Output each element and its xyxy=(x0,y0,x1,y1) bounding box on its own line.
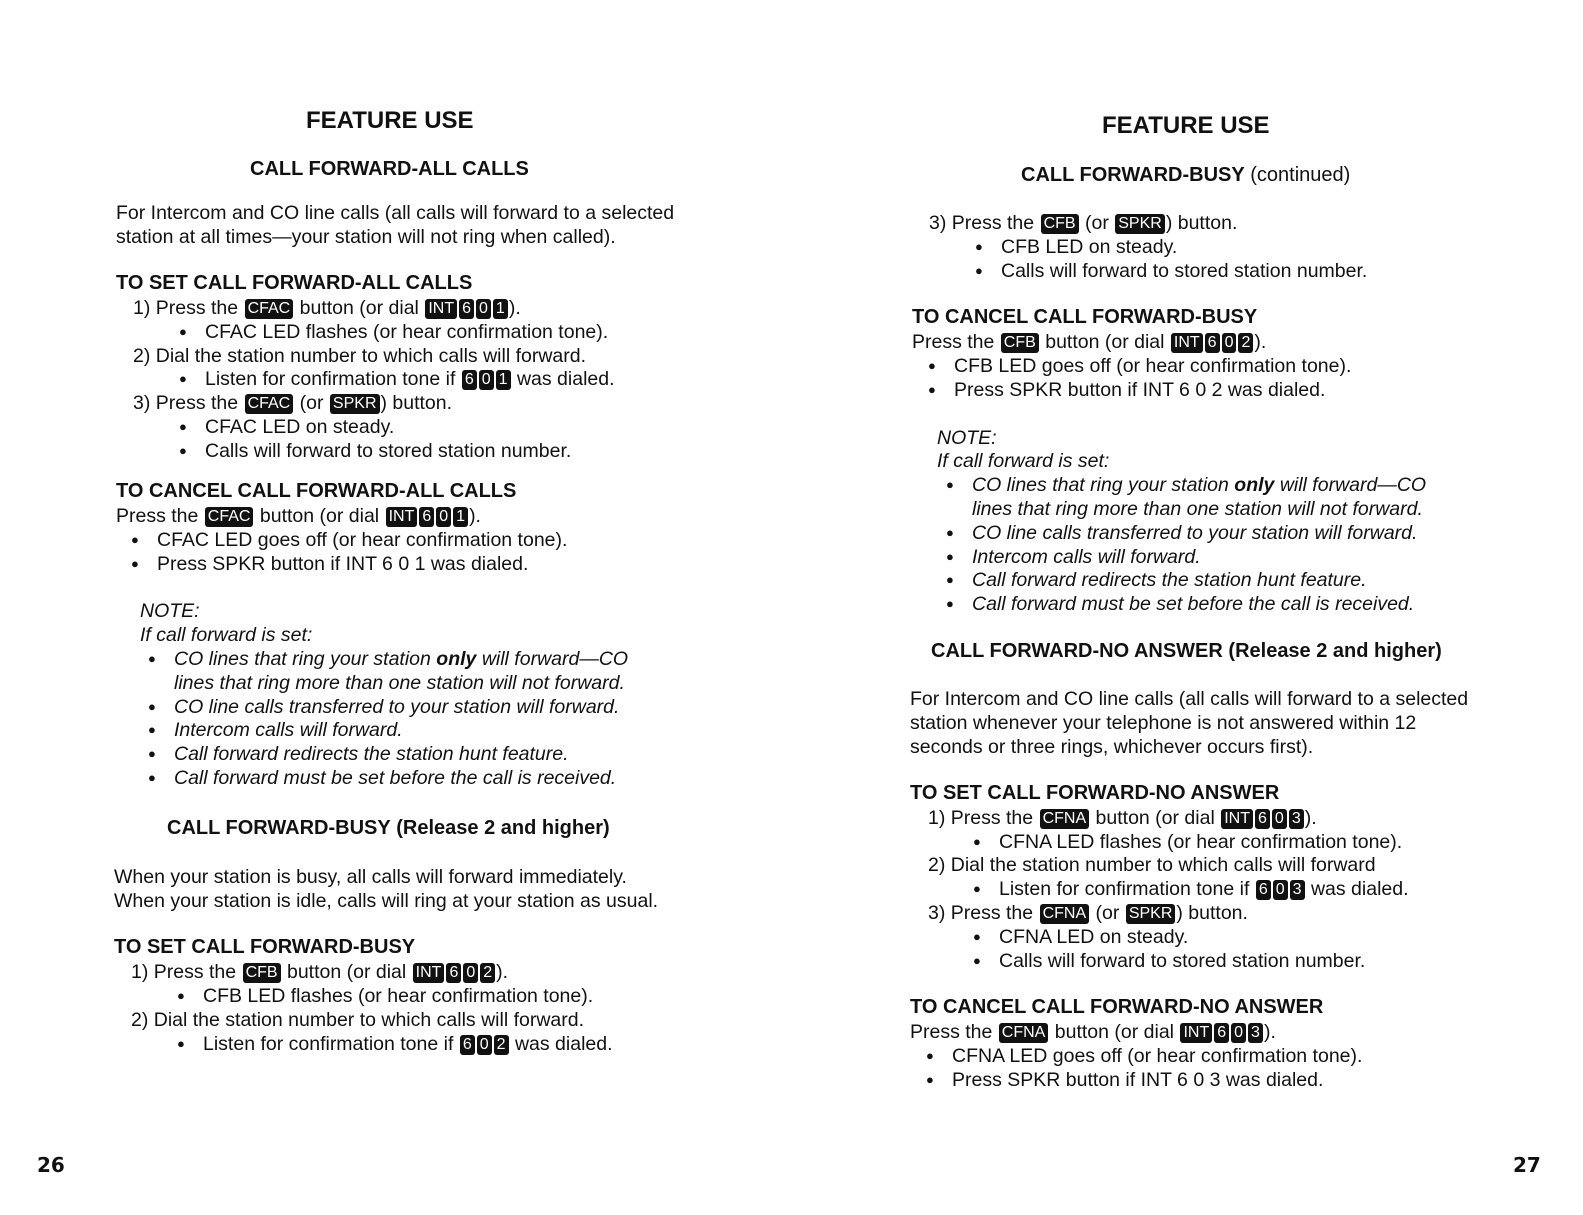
digit-key: 2 xyxy=(480,963,495,983)
digit-key: 0 xyxy=(1273,880,1288,900)
cancel-heading: TO CANCEL CALL FORWARD-NO ANSWER xyxy=(910,996,1324,1018)
digit-key: 6 xyxy=(446,963,461,983)
step-3: 3) Press the CFB (or SPKR ) button. xyxy=(929,212,1238,234)
digit-key: 1 xyxy=(496,370,511,390)
digit-key: 6 xyxy=(1255,809,1270,829)
spkr-key: SPKR xyxy=(1126,904,1176,924)
set-heading: TO SET CALL FORWARD-NO ANSWER xyxy=(910,782,1280,804)
cfac-key: CFAC xyxy=(245,394,294,414)
left-page xyxy=(0,0,790,1215)
note-bullet: ● CO line calls transferred to your station will forward. xyxy=(174,695,619,719)
step-2: 2) Dial the station number to which calls will forward. xyxy=(133,345,587,367)
intro-line: When your station is idle, calls will ring at your station as usual. xyxy=(114,890,659,912)
note-bullet: ● Call forward redirects the station hunt feature. xyxy=(972,568,1367,592)
note-bullet: ● CO line calls transferred to your station will forward. xyxy=(972,521,1417,545)
cfna-key: CFNA xyxy=(999,1023,1049,1043)
cancel-line: Press the CFB button (or dial INT 6 0 2 ). xyxy=(912,331,1267,353)
bullet: ● CFAC LED flashes (or hear confirmation tone). xyxy=(205,320,608,344)
int-key: INT xyxy=(1171,333,1203,353)
step-1: 1) Press the CFAC button (or dial INT 6 0 1 ). xyxy=(133,297,521,319)
cfna-key: CFNA xyxy=(1040,809,1090,829)
digit-key: 6 xyxy=(462,370,477,390)
int-key: INT xyxy=(1180,1023,1212,1043)
intro-line: station at all times—your station will not ring when called). xyxy=(116,226,616,248)
bullet: ● Press SPKR button if INT 6 0 3 was dialed. xyxy=(952,1068,1323,1092)
step-2: 2) Dial the station number to which calls will forward. xyxy=(131,1009,585,1031)
bullet: ● Press SPKR button if INT 6 0 2 was dialed. xyxy=(954,378,1325,402)
cfb-key: CFB xyxy=(1041,214,1079,234)
note-bullet: ● CO lines that ring your station only will forward—CO xyxy=(972,473,1426,497)
digit-key: 6 xyxy=(1214,1023,1229,1043)
step-1: 1) Press the CFB button (or dial INT 6 0 2 ). xyxy=(131,961,509,983)
page-title: FEATURE USE xyxy=(306,107,474,134)
digit-key: 0 xyxy=(479,370,494,390)
digit-key: 6 xyxy=(1256,880,1271,900)
bullet: ● CFNA LED flashes (or hear confirmation tone). xyxy=(999,830,1402,854)
digit-key: 3 xyxy=(1290,880,1305,900)
bullet: ● Listen for confirmation tone if 6 0 1 was dialed. xyxy=(205,367,615,391)
note-bullet: ● Call forward redirects the station hunt feature. xyxy=(174,742,569,766)
bullet: ● CFNA LED goes off (or hear confirmation tone). xyxy=(952,1044,1362,1068)
digit-key: 0 xyxy=(436,507,451,527)
step-2: 2) Dial the station number to which calls will forward xyxy=(928,854,1376,876)
section-title: CALL FORWARD-ALL CALLS xyxy=(250,158,529,180)
bullet: ● CFAC LED on steady. xyxy=(205,415,394,439)
note-label: NOTE: xyxy=(937,427,997,449)
bullet: ● CFB LED goes off (or hear confirmation tone). xyxy=(954,354,1351,378)
bullet: ● CFAC LED goes off (or hear confirmation tone). xyxy=(157,528,567,552)
cfb-key: CFB xyxy=(243,963,281,983)
note-intro: If call forward is set: xyxy=(140,624,313,646)
int-key: INT xyxy=(425,299,457,319)
intro-line: station whenever your telephone is not answered within 12 xyxy=(910,712,1417,734)
intro-line: When your station is busy, all calls will forward immediately. xyxy=(114,866,627,888)
digit-key: 6 xyxy=(459,299,474,319)
cfac-key: CFAC xyxy=(205,507,254,527)
step-1: 1) Press the CFNA button (or dial INT 6 0 3 ). xyxy=(928,807,1317,829)
bullet: ● Listen for confirmation tone if 6 0 3 was dialed. xyxy=(999,877,1409,901)
section-title: CALL FORWARD-BUSY (continued) xyxy=(1021,164,1351,186)
int-key: INT xyxy=(413,963,445,983)
digit-key: 1 xyxy=(453,507,468,527)
digit-key: 0 xyxy=(476,299,491,319)
cancel-heading: TO CANCEL CALL FORWARD-ALL CALLS xyxy=(116,480,517,502)
note-bullet-cont: lines that ring more than one station will not forward. xyxy=(972,498,1423,520)
note-bullet: ● CO lines that ring your station only will forward—CO xyxy=(174,647,628,671)
page-number: 27 xyxy=(1513,1153,1541,1177)
digit-key: 0 xyxy=(1222,333,1237,353)
digit-key: 6 xyxy=(1205,333,1220,353)
bullet: ● CFB LED flashes (or hear confirmation tone). xyxy=(203,984,593,1008)
cfac-key: CFAC xyxy=(245,299,294,319)
note-bullet: ● Call forward must be set before the call is received. xyxy=(174,766,616,790)
intro-line: seconds or three rings, whichever occurs first). xyxy=(910,736,1314,758)
intro-line: For Intercom and CO line calls (all calls will forward to a selected xyxy=(910,688,1469,710)
digit-key: 0 xyxy=(477,1035,492,1055)
set-heading: TO SET CALL FORWARD-ALL CALLS xyxy=(116,272,473,294)
note-bullet: ● Call forward must be set before the call is received. xyxy=(972,592,1414,616)
digit-key: 6 xyxy=(419,507,434,527)
note-bullet: ● Intercom calls will forward. xyxy=(972,545,1201,569)
cfna-key: CFNA xyxy=(1040,904,1090,924)
cancel-line: Press the CFNA button (or dial INT 6 0 3 ). xyxy=(910,1021,1276,1043)
bullet: ● Calls will forward to stored station number. xyxy=(1001,259,1367,283)
section-title: CALL FORWARD-NO ANSWER (Release 2 and higher) xyxy=(931,640,1442,662)
page-number: 26 xyxy=(37,1153,65,1177)
spkr-key: SPKR xyxy=(1115,214,1165,234)
bullet: ● Listen for confirmation tone if 6 0 2 was dialed. xyxy=(203,1032,613,1056)
intro-line: For Intercom and CO line calls (all calls will forward to a selected xyxy=(116,202,675,224)
bullet: ● Calls will forward to stored station number. xyxy=(205,439,571,463)
cancel-heading: TO CANCEL CALL FORWARD-BUSY xyxy=(912,306,1258,328)
step-3: 3) Press the CFAC (or SPKR ) button. xyxy=(133,392,453,414)
set-heading: TO SET CALL FORWARD-BUSY xyxy=(114,936,416,958)
digit-key: 0 xyxy=(1272,809,1287,829)
section-title: CALL FORWARD-BUSY (Release 2 and higher) xyxy=(167,817,610,839)
digit-key: 6 xyxy=(460,1035,475,1055)
note-intro: If call forward is set: xyxy=(937,450,1110,472)
digit-key: 3 xyxy=(1289,809,1304,829)
step-3: 3) Press the CFNA (or SPKR ) button. xyxy=(928,902,1248,924)
cancel-line: Press the CFAC button (or dial INT 6 0 1 ). xyxy=(116,505,481,527)
note-bullet: ● Intercom calls will forward. xyxy=(174,718,403,742)
page-title: FEATURE USE xyxy=(1102,112,1270,139)
note-label: NOTE: xyxy=(140,600,200,622)
int-key: INT xyxy=(1221,809,1253,829)
cfb-key: CFB xyxy=(1001,333,1039,353)
right-page xyxy=(790,0,1583,1215)
digit-key: 2 xyxy=(1238,333,1253,353)
digit-key: 0 xyxy=(463,963,478,983)
digit-key: 3 xyxy=(1248,1023,1263,1043)
note-bullet-cont: lines that ring more than one station will not forward. xyxy=(174,672,625,694)
digit-key: 2 xyxy=(494,1035,509,1055)
digit-key: 1 xyxy=(493,299,508,319)
int-key: INT xyxy=(386,507,418,527)
bullet: ● CFNA LED on steady. xyxy=(999,925,1188,949)
bullet: ● CFB LED on steady. xyxy=(1001,235,1177,259)
spkr-key: SPKR xyxy=(330,394,380,414)
bullet: ● Calls will forward to stored station number. xyxy=(999,949,1365,973)
digit-key: 0 xyxy=(1231,1023,1246,1043)
bullet: ● Press SPKR button if INT 6 0 1 was dialed. xyxy=(157,552,528,576)
